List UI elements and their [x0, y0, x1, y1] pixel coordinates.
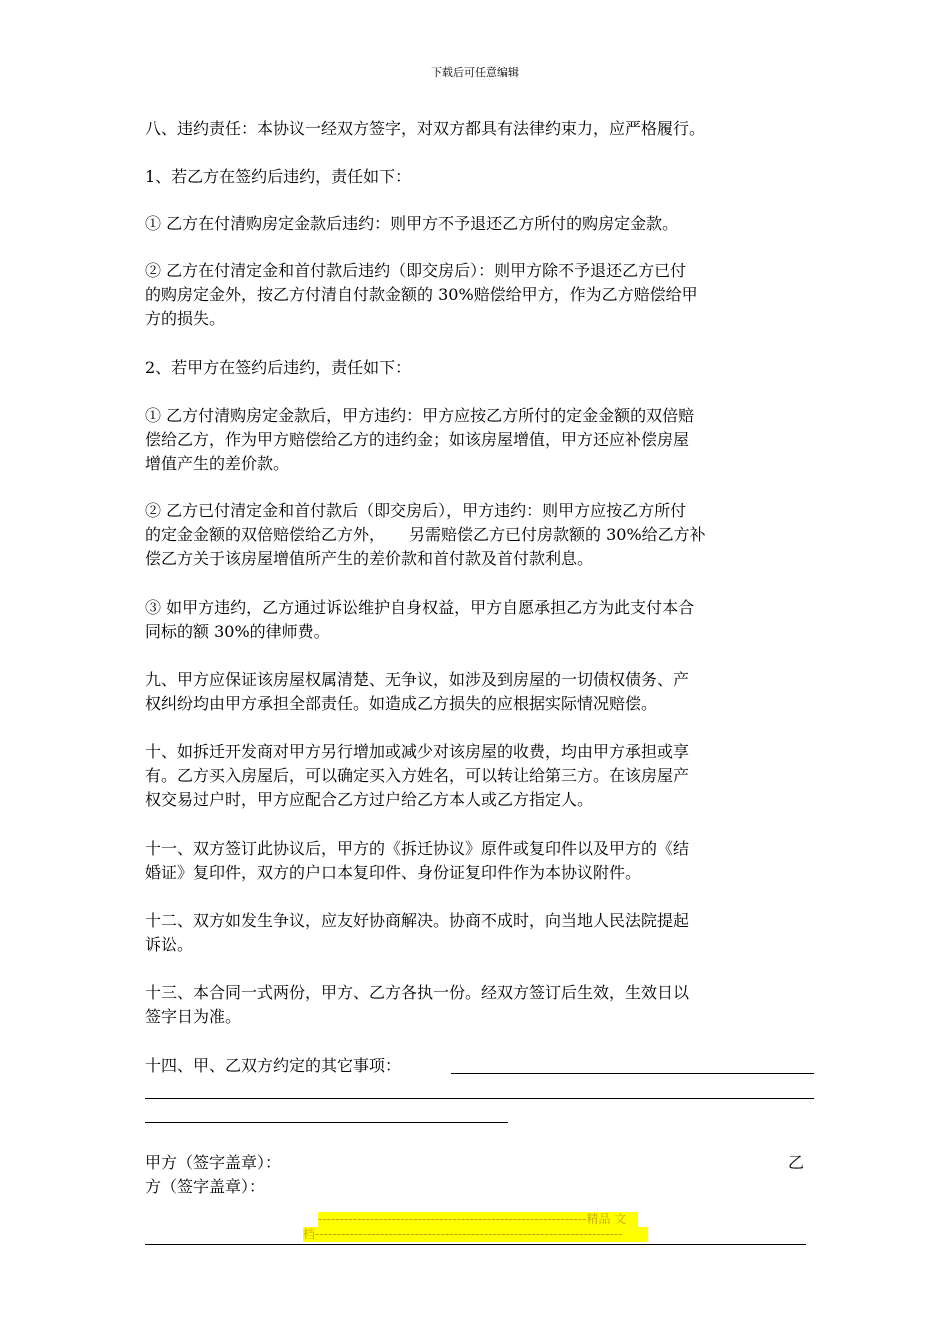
clause-line: ② 乙方已付清定金和首付款后（即交房后），甲方违约：则甲方应按乙方所付 — [145, 501, 687, 520]
page-header: 下载后可任意编辑 — [431, 66, 519, 79]
signature-party-b: 方（签字盖章）： — [145, 1177, 266, 1196]
clause-13 — [145, 981, 820, 1029]
clause-14-label: 十四、甲、乙双方约定的其它事项： — [145, 1056, 402, 1075]
clause-14 — [145, 1054, 820, 1078]
clause-8-2-c — [145, 596, 820, 644]
clause-line: 有。乙方买入房屋后，可以确定买入方姓名，可以转让给第三方。在该房屋产 — [145, 766, 690, 785]
clause-line: 方的损失。 — [145, 309, 226, 328]
clause-line: 权纠纷均由甲方承担全部责任。如造成乙方损失的应根据实际情况赔偿。 — [145, 694, 658, 713]
clause-line: 同标的额 30%的律师费。 — [145, 622, 330, 641]
clause-10 — [145, 740, 820, 812]
clause-line: 诉讼。 — [145, 935, 194, 954]
blank-line-2 — [145, 1098, 814, 1099]
footer-watermark-line-1: --------------------------------------------------------------精品 文 — [318, 1212, 638, 1227]
clause-11 — [145, 837, 820, 885]
signature-party-a: 甲方（签字盖章）： — [145, 1153, 282, 1172]
clause-line: 十一、双方签订此协议后，甲方的《拆迁协议》原件或复印件以及甲方的《结 — [145, 839, 690, 858]
blank-line-3 — [145, 1122, 508, 1123]
footer-watermark-line-2: 档----------------------------------------------------------------------- — [303, 1227, 648, 1242]
clause-line: 偿乙方关于该房屋增值所产生的差价款和首付款及首付款利息。 — [145, 549, 594, 568]
clause-line: 增值产生的差价款。 — [145, 454, 290, 473]
clause-9 — [145, 668, 820, 716]
clause-line: 签字日为准。 — [145, 1007, 242, 1026]
clause-line: 十三、本合同一式两份，甲方、乙方各执一份。经双方签订后生效，生效日以 — [145, 983, 690, 1002]
clause-line: 偿给乙方，作为甲方赔偿给乙方的违约金；如该房屋增值，甲方还应补偿房屋 — [145, 430, 690, 449]
clause-line: ② 乙方在付清定金和首付款后违约（即交房后）：则甲方除不予退还乙方已付 — [145, 261, 687, 280]
clause-line: 十二、双方如发生争议，应友好协商解决。协商不成时，向当地人民法院提起 — [145, 911, 690, 930]
clause-8-2-a — [145, 404, 820, 476]
clause-12 — [145, 909, 820, 957]
clause-8-title: 八、违约责任：本协议一经双方签字，对双方都具有法律约束力，应严格履行。 — [145, 119, 706, 138]
clause-8-1-a: ① 乙方在付清购房定金款后违约：则甲方不予退还乙方所付的购房定金款。 — [145, 214, 679, 233]
clause-line: 的购房定金外，按乙方付清自付款金额的 30%赔偿给甲方，作为乙方赔偿给甲 — [145, 285, 698, 304]
clause-8-2-b — [145, 499, 820, 571]
clause-8-1-title: 1、若乙方在签约后违约，责任如下： — [145, 167, 412, 186]
clause-line: ③ 如甲方违约，乙方通过诉讼维护自身权益，甲方自愿承担乙方为此支付本合 — [145, 598, 695, 617]
blank-line-1 — [451, 1073, 814, 1074]
clause-8-1-b — [145, 259, 820, 331]
clause-line: 婚证》复印件，双方的户口本复印件、身份证复印件作为本协议附件。 — [145, 863, 642, 882]
clause-line: 十、如拆迁开发商对甲方另行增加或减少对该房屋的收费，均由甲方承担或享 — [145, 742, 690, 761]
clause-line: 权交易过户时，甲方应配合乙方过户给乙方本人或乙方指定人。 — [145, 790, 594, 809]
clause-line: 九、甲方应保证该房屋权属清楚、无争议，如涉及到房屋的一切债权债务、产 — [145, 670, 690, 689]
clause-line: 的定金金额的双倍赔偿给乙方外， 另需赔偿乙方已付房款额的 30%给乙方补 — [145, 525, 706, 544]
clause-8-2-title: 2、若甲方在签约后违约，责任如下： — [145, 358, 412, 377]
footer-rule — [145, 1244, 806, 1245]
clause-line: ① 乙方付清购房定金款后，甲方违约：甲方应按乙方所付的定金金额的双倍赔 — [145, 406, 695, 425]
signature-party-b-first-char: 乙 — [788, 1153, 805, 1172]
